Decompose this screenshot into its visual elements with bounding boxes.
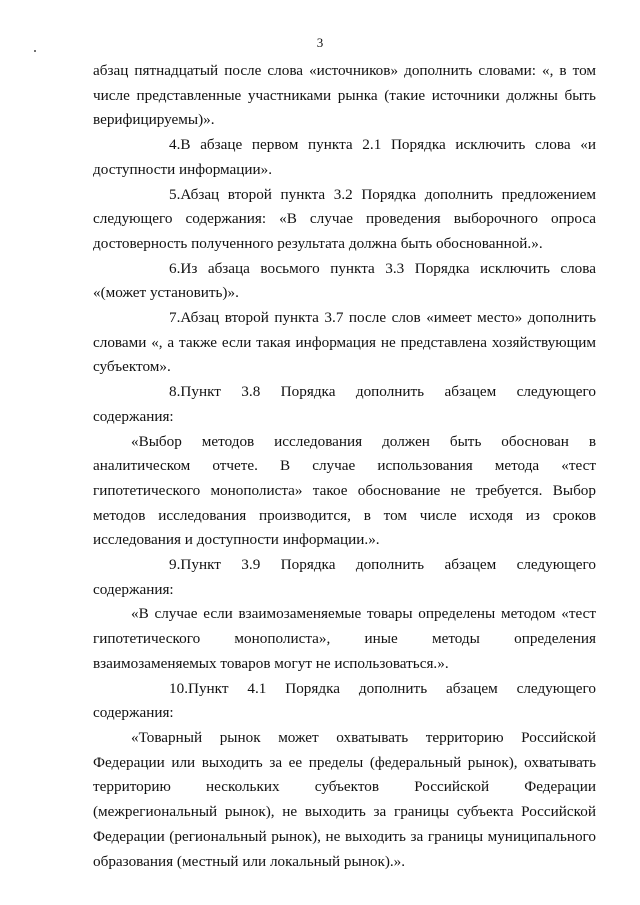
paragraph-item-8: [93, 380, 596, 429]
paragraph-text: Пункт 3.8 Порядка дополнить абзацем следующего содержания:: [93, 383, 596, 425]
paragraph-text: абзац пятнадцатый после слова «источников» дополнить словами: «, в том числе представленные участниками рынка (такие источники должны быть верифицируемы)».: [93, 62, 596, 129]
paragraph-number: 10.: [169, 679, 188, 697]
paragraph-number: 5.: [169, 185, 181, 203]
document-body: [93, 59, 596, 874]
paragraph-text: В абзаце первом пункта 2.1 Порядка исключить слова «и доступности информации».: [93, 136, 596, 178]
paragraph-number: 7.: [169, 309, 181, 327]
paragraph-number: 6.: [169, 259, 181, 277]
paragraph-text: «Выбор методов исследования должен быть обоснован в аналитическом отчете. В случае использования метода «тест гипотетического монополиста» такое обоснование не требуется. Выбор методов исследования производится, в том числе исходя из сроков исследования и доступности информации.».: [93, 432, 596, 549]
paragraph-text: Из абзаца восьмого пункта 3.3 Порядка исключить слова «(может установить)».: [93, 259, 596, 302]
paragraph-number: 4.: [169, 136, 181, 154]
paragraph-item-9: [93, 553, 596, 602]
paragraph-quote-9: [93, 602, 596, 676]
paragraph-item-10: [93, 677, 596, 726]
paragraph-quote-8: [93, 430, 596, 554]
paragraph-item-4: [93, 133, 596, 182]
paragraph-item-6: [93, 257, 596, 306]
paragraph-text: «Товарный рынок может охватывать территорию Российской Федерации или выходить за ее пределы (федеральный рынок), охватывать территорию нескольких субъектов Российской Федерации (межрегиональный рынок), не выходить за границы субъекта Российской Федерации (региональный рынок), не выходить за границы муниципального образования (местный или локальный рынок).».: [93, 728, 596, 870]
scan-artifact: [34, 50, 36, 52]
paragraph-number: 8.: [169, 383, 181, 401]
page-number: 3: [316, 35, 324, 50]
paragraph-text: Абзац второй пункта 3.2 Порядка дополнить предложением следующего содержания: «В случае проведения выборочного опроса достоверность полученного результата должна быть обоснованной.».: [93, 185, 596, 252]
paragraph-continuation: [93, 59, 596, 133]
paragraph-text: Пункт 4.1 Порядка дополнить абзацем следующего содержания:: [93, 679, 596, 722]
paragraph-text: Абзац второй пункта 3.7 после слов «имеет место» дополнить словами «, а также если такая информация не представлена хозяйствующим субъектом».: [93, 309, 596, 376]
paragraph-text: Пункт 3.9 Порядка дополнить абзацем следующего содержания:: [93, 556, 596, 598]
paragraph-text: «В случае если взаимозаменяемые товары определены методом «тест гипотетического монополиста», иные методы определения взаимозаменяемых товаров могут не использоваться.».: [93, 605, 596, 672]
paragraph-quote-10: [93, 726, 596, 874]
paragraph-number: 9.: [169, 556, 181, 574]
paragraph-item-7: [93, 306, 596, 380]
paragraph-item-5: [93, 183, 596, 257]
